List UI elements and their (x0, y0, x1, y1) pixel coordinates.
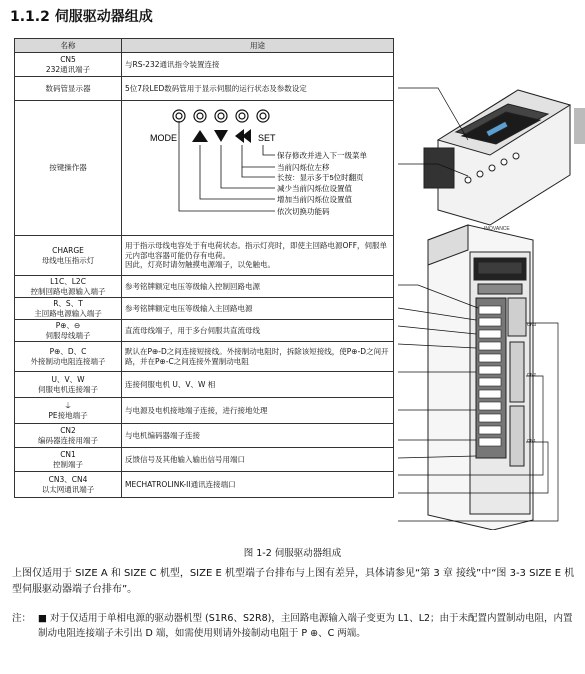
table-row (15, 298, 394, 320)
row-use: 默认在P⊕-D之间连接短接线。外接制动电阻时，拆除该短接线，使P⊕-D之间开路，并在P⊕-C之间连接外置制动电阻 (122, 342, 394, 372)
drive-body (428, 225, 533, 530)
keypad-desc: 保存修改并进入下一级菜单 (277, 151, 367, 160)
row-name: CN3、CN4 以太网通讯端子 (15, 472, 122, 498)
row-use: MECHATROLINK-II通讯连接端口 (122, 472, 394, 498)
header-name: 名称 (15, 39, 122, 53)
note-text: ■ 对于仅适用于单相电源的驱动器机型 (S1R6、S2R8)，主回路电源输入端子变更为 L1、L2；由于未配置内置制动电阻，内置制动电阻连接端子未引出 D 端，如需使用则请外接制动电阻于 P ⊕、C 两端。 (38, 613, 573, 639)
row-name: 按键操作器 (15, 101, 122, 236)
servo-drive-illustration (398, 80, 576, 530)
mode-key-label: MODE (150, 133, 177, 143)
table-row (15, 77, 394, 101)
row-name: ⏚ PE接地端子 (15, 398, 122, 424)
table-row (15, 342, 394, 372)
page-tab-marker (574, 108, 585, 144)
row-name: L1C、L2C 控制回路电源输入端子 (15, 276, 122, 298)
row-name: P⊕、⊖ 伺服母线端子 (15, 320, 122, 342)
row-name: CN1 控制端子 (15, 448, 122, 472)
row-use: 与RS-232通讯指令装置连接 (122, 53, 394, 77)
header-use: 用途 (122, 39, 394, 53)
keypad-desc: 依次切换功能码 (277, 207, 330, 216)
table-row (15, 53, 394, 77)
table-row (15, 276, 394, 298)
cn3-label: CN3 (527, 322, 537, 327)
figure-caption: 图 1-2 伺服驱动器组成 (243, 548, 342, 559)
keypad-desc: 增加当前闪烁位设置值 (277, 195, 352, 204)
row-name: CN2 编码器连接用端子 (15, 424, 122, 448)
table-row (15, 372, 394, 398)
section-title: 1.1.2 伺服驱动器组成 (10, 9, 153, 25)
keypad-desc: 减少当前闪烁位设置值 (277, 184, 352, 193)
row-use: 参考铭牌额定电压等级输入控制回路电源 (122, 276, 394, 298)
component-table (14, 38, 394, 498)
keypad-desc: 长按：显示多于5位时翻页 (277, 173, 364, 182)
up-arrow-icon (192, 130, 208, 142)
row-use: 与电源及电机接地端子连接，进行接地处理 (122, 398, 394, 424)
row-name: P⊕、D、C 外接制动电阻连接端子 (15, 342, 122, 372)
table-header-row (15, 39, 394, 53)
down-arrow-icon (214, 130, 228, 142)
table-row (15, 424, 394, 448)
keypad-cell (122, 101, 394, 236)
drive-closeup (424, 90, 570, 225)
row-name: CHARGE 母线电压指示灯 (15, 236, 122, 276)
row-use: 参考铭牌额定电压等级输入主回路电源 (122, 298, 394, 320)
table-row (15, 448, 394, 472)
row-use: 5位7段LED数码管用于显示伺服的运行状态及参数设定 (122, 77, 394, 101)
table-row (15, 472, 394, 498)
keypad-desc: 当前闪烁位左移 (277, 163, 330, 172)
table-row (15, 236, 394, 276)
row-use: 连接伺服电机 U、V、W 相 (122, 372, 394, 398)
row-name: R、S、T 主回路电源输入端子 (15, 298, 122, 320)
table-row (15, 398, 394, 424)
table-row (15, 320, 394, 342)
row-name: U、V、W 伺服电机连接端子 (15, 372, 122, 398)
cn2-label: CN2 (527, 372, 537, 377)
row-use: 用于指示母线电容处于有电荷状态。指示灯亮时，即使主回路电源OFF，伺服单元内部电容器可能仍存有电荷。 因此，灯亮时请勿触摸电源端子，以免触电。 (122, 236, 394, 276)
cn1-label: CN1 (527, 438, 537, 443)
row-name: 数码管显示器 (15, 77, 122, 101)
body-paragraph: 上图仅适用于 SIZE A 和 SIZE C 机型，SIZE E 机型端子台排布与上图有差异，具体请参见“第 3 章 接线”中“图 3-3 SIZE E 机型伺服驱动器端子台排布”。 (12, 568, 575, 595)
keypad-diagram (125, 107, 394, 229)
row-use: 直流母线端子，用于多台伺服共直流母线 (122, 320, 394, 342)
note-block (12, 612, 578, 641)
row-use: 反馈信号及其他输入输出信号用端口 (122, 448, 394, 472)
row-name: CN5 232通讯端子 (15, 53, 122, 77)
row-use: 与电机编码器端子连接 (122, 424, 394, 448)
brand-label: INOVANCE (484, 226, 510, 232)
set-key-label: SET (258, 133, 276, 143)
table-row (15, 101, 394, 236)
note-label: 注： (12, 613, 32, 624)
